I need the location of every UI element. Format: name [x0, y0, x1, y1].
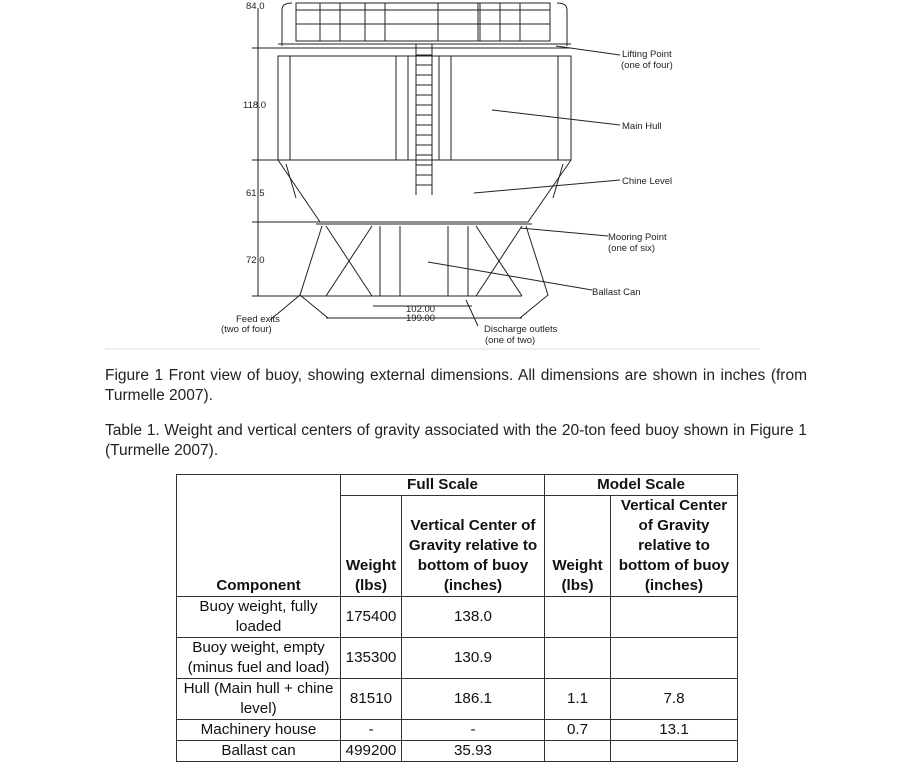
main-hull [278, 56, 571, 160]
header-component: Component [177, 475, 341, 597]
machinery-house [296, 3, 550, 41]
chine-level [278, 160, 571, 222]
cell-model-weight: 1.1 [545, 679, 611, 720]
cell-model-vcg: 13.1 [611, 720, 738, 741]
cell-component: Buoy weight, fully loaded [177, 597, 341, 638]
cell-component: Machinery house [177, 720, 341, 741]
table-row [177, 720, 738, 741]
dim-label-3: 61.5 [246, 188, 265, 199]
label-mooring-point-note: (one of six) [608, 243, 655, 254]
label-main-hull: Main Hull [622, 121, 662, 132]
figure-caption: Figure 1 Front view of buoy, showing external dimensions. All dimensions are shown in inches (from Turmelle 2007). [105, 367, 807, 404]
cell-model-weight [545, 638, 611, 679]
table-row [177, 679, 738, 720]
buoy-drawing [0, 0, 919, 350]
cell-model-vcg [611, 638, 738, 679]
cell-full-weight: 175400 [341, 597, 402, 638]
label-feed-exits-note: (two of four) [221, 324, 272, 335]
table-group-header-row [177, 475, 738, 496]
label-ballast-can: Ballast Can [592, 287, 641, 298]
dim-label-4: 72.0 [246, 255, 265, 266]
cell-model-weight [545, 597, 611, 638]
cell-component: Buoy weight, empty (minus fuel and load) [177, 638, 341, 679]
dim-label-6: 199.00 [406, 313, 436, 324]
cell-model-vcg: 7.8 [611, 679, 738, 720]
buoy-figure [0, 0, 919, 350]
label-lifting-point: Lifting Point [622, 49, 672, 60]
label-mooring-point: Mooring Point [608, 232, 667, 243]
label-lifting-point-note: (one of four) [621, 60, 673, 71]
weight-cg-table [176, 474, 738, 762]
header-model-vcg: Vertical Center of Gravity relative to bottom of buoy (inches) [611, 496, 738, 597]
label-feed-exits: Feed exits [236, 314, 280, 325]
cell-full-vcg: 35.93 [402, 741, 545, 762]
cell-full-weight: 81510 [341, 679, 402, 720]
header-full-weight: Weight (lbs) [341, 496, 402, 597]
table-row [177, 638, 738, 679]
cell-component: Ballast can [177, 741, 341, 762]
dim-label-1: 84.0 [246, 1, 265, 12]
cell-model-vcg [611, 597, 738, 638]
table-row [177, 741, 738, 762]
cell-model-vcg [611, 741, 738, 762]
label-chine-level: Chine Level [622, 176, 673, 187]
table-row [177, 597, 738, 638]
label-discharge-outlets: Discharge outlets [484, 324, 558, 335]
label-discharge-outlets-note: (one of two) [485, 335, 536, 346]
dim-label-2: 118.0 [243, 100, 267, 111]
cell-full-vcg: - [402, 720, 545, 741]
header-full-vcg: Vertical Center of Gravity relative to bottom of buoy (inches) [402, 496, 545, 597]
cell-full-vcg: 186.1 [402, 679, 545, 720]
cell-full-vcg: 130.9 [402, 638, 545, 679]
cell-full-weight: 135300 [341, 638, 402, 679]
cell-full-vcg: 138.0 [402, 597, 545, 638]
header-model-weight: Weight (lbs) [545, 496, 611, 597]
table-caption: Table 1. Weight and vertical centers of gravity associated with the 20-ton feed buoy shown in Figure 1 (Turmelle 2007). [105, 422, 807, 459]
cell-component: Hull (Main hull + chine level) [177, 679, 341, 720]
header-model-scale: Model Scale [545, 475, 738, 496]
cell-full-weight: 499200 [341, 741, 402, 762]
cell-full-weight: - [341, 720, 402, 741]
dim-label-5: 102.00 [406, 304, 436, 315]
cell-model-weight: 0.7 [545, 720, 611, 741]
header-full-scale: Full Scale [341, 475, 545, 496]
cell-model-weight [545, 741, 611, 762]
